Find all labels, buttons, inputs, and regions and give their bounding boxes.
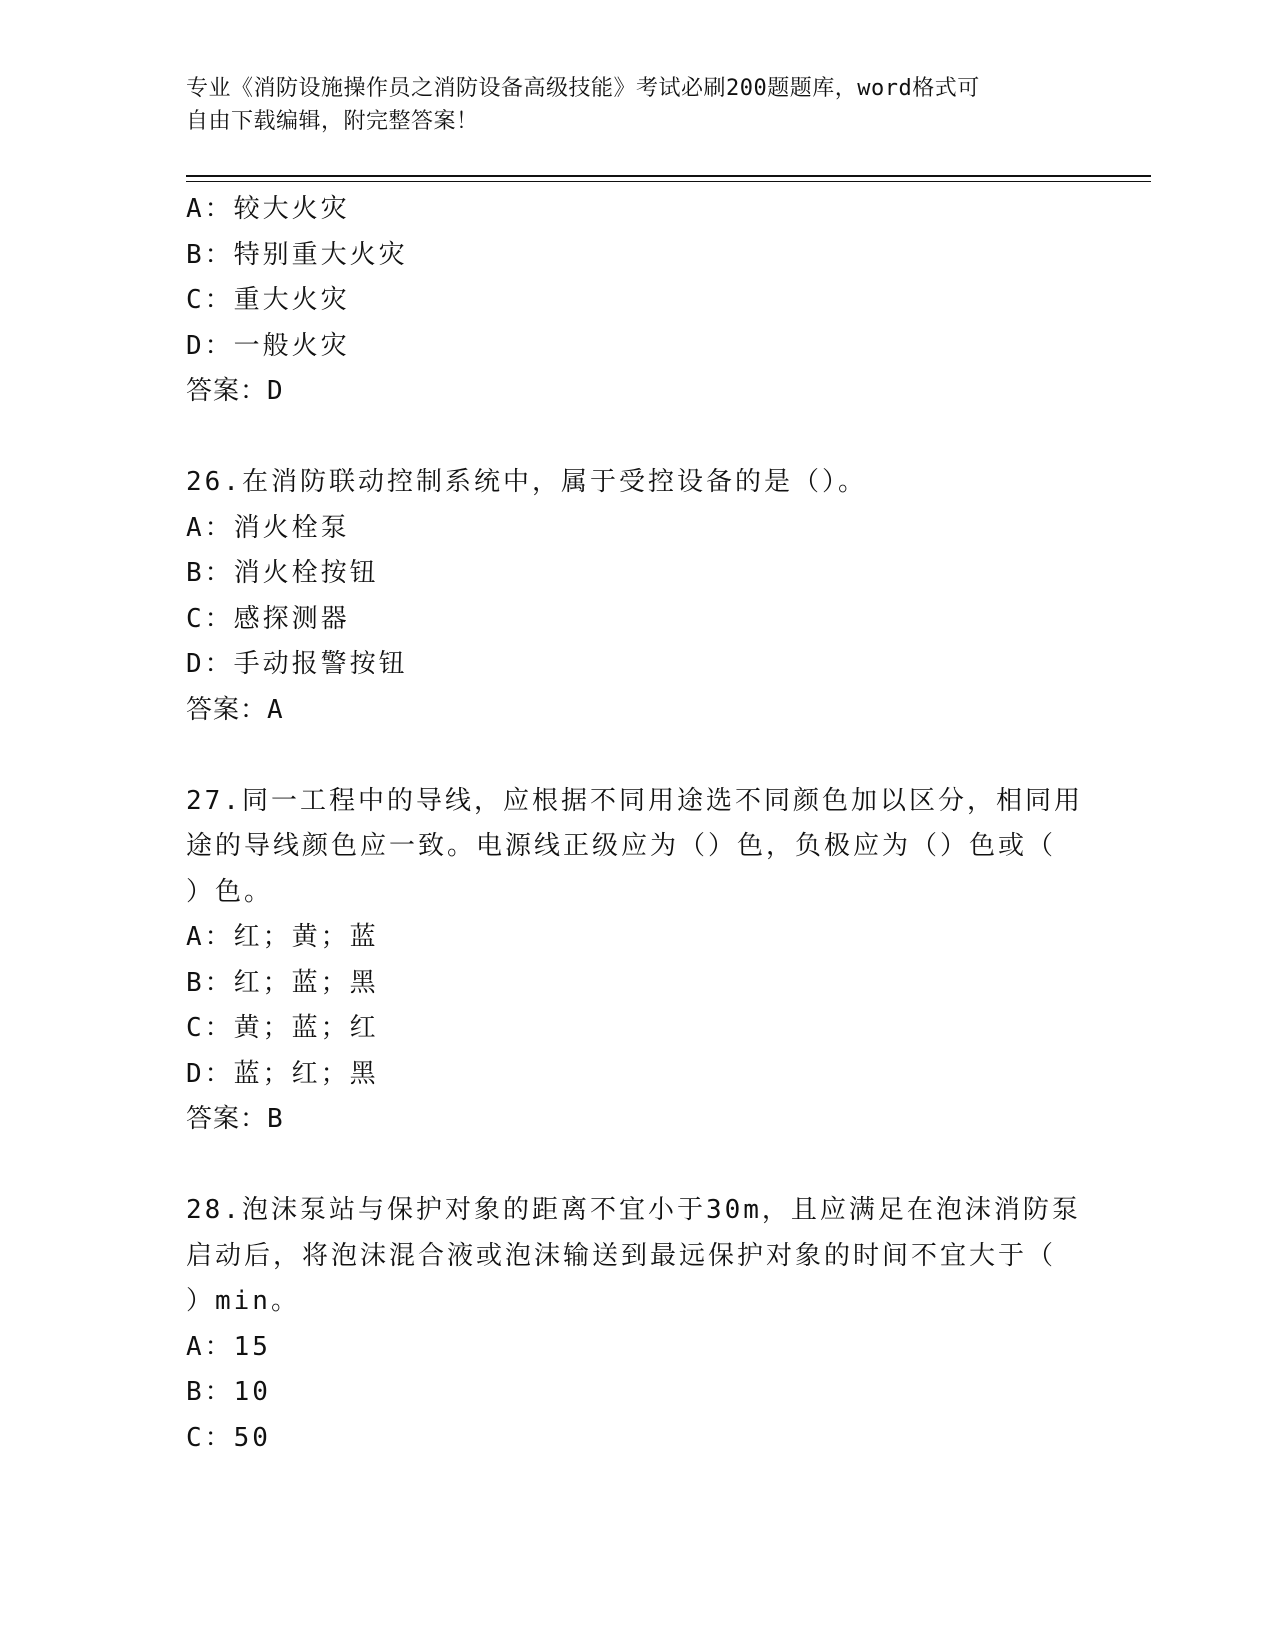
spacer <box>186 1143 1066 1189</box>
question-stem-line-2: 启动后，将泡沫混合液或泡沫输送到最远保护对象的时间不宜大于（ <box>186 1240 1057 1271</box>
option-a: A：消火栓泵 <box>186 512 350 543</box>
answer-line: 答案：A <box>186 694 284 725</box>
header-divider-thin <box>186 181 1151 182</box>
option-b: B：消火栓按钮 <box>186 558 379 588</box>
header-divider-thick <box>186 175 1151 177</box>
option-c: C：黄；蓝；红 <box>186 1013 379 1043</box>
option-d: D：一般火灾 <box>186 330 350 361</box>
question-26 <box>186 460 1066 733</box>
question-28 <box>186 1188 1081 1461</box>
question-stem-line-3: ）色。 <box>186 876 274 907</box>
answer-line: 答案：B <box>186 1104 284 1134</box>
option-a: A：较大火灾 <box>186 194 350 224</box>
question-stem-line-1: 28.泡沫泵站与保护对象的距离不宜小于30m，且应满足在泡沫消防泵 <box>186 1195 1081 1225</box>
option-a: A：15 <box>186 1331 271 1362</box>
option-b: B：特别重大火灾 <box>186 239 408 270</box>
spacer <box>186 733 1066 779</box>
page-header <box>186 72 1066 138</box>
option-b: B：10 <box>186 1377 271 1407</box>
question-stem: 26.在消防联动控制系统中，属于受控设备的是（）。 <box>186 467 867 497</box>
header-line-2: 自由下载编辑，附完整答案！ <box>186 109 479 134</box>
spacer <box>186 415 1066 461</box>
option-c: C：重大火灾 <box>186 285 350 315</box>
question-stem-line-3: ）min。 <box>186 1286 300 1316</box>
option-d: D：手动报警按钮 <box>186 649 408 679</box>
question-stem-line-1: 27.同一工程中的导线，应根据不同用途选不同颜色加以区分，相同用 <box>186 785 1083 816</box>
option-c: C：50 <box>186 1422 271 1453</box>
answer-line: 答案：D <box>186 376 284 406</box>
option-d: D：蓝；红；黑 <box>186 1058 379 1089</box>
header-line-1: 专业《消防设施操作员之消防设备高级技能》考试必刷200题题库，word格式可 <box>186 76 980 101</box>
option-c: C：感探测器 <box>186 603 350 634</box>
question-27 <box>186 779 1083 1143</box>
question-stem-line-2: 途的导线颜色应一致。电源线正级应为（）色，负极应为（）色或（ <box>186 831 1057 861</box>
option-a: A：红；黄；蓝 <box>186 922 379 952</box>
question-list <box>186 187 1083 1461</box>
question-25-tail <box>186 187 1066 415</box>
option-b: B：红；蓝；黑 <box>186 967 379 998</box>
